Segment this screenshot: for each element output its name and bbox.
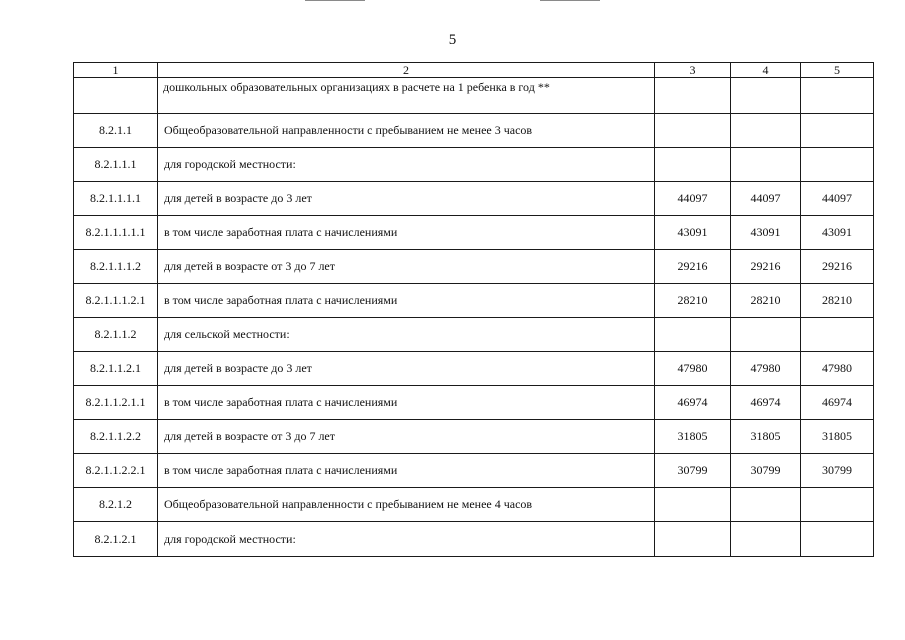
table-cell-value: 30799 (655, 454, 731, 488)
table-cell-value: 43091 (801, 216, 874, 250)
table-row (74, 114, 874, 148)
table-cell-value (801, 318, 874, 352)
table-cell-value: 29216 (655, 250, 731, 284)
table-cell-value: 44097 (801, 182, 874, 216)
table-cell-code: 8.2.1.1.2.1.1 (74, 386, 158, 420)
table-cell-code: 8.2.1.1 (74, 114, 158, 148)
table-cell-code: 8.2.1.1.1 (74, 148, 158, 182)
table-cell-value: 31805 (655, 420, 731, 454)
table-cell-value (731, 114, 801, 148)
table-cell-value: 46974 (801, 386, 874, 420)
table-cell-description: для детей в возрасте от 3 до 7 лет (158, 250, 655, 284)
table-cell-value (655, 78, 731, 114)
table-cell-code: 8.2.1.1.2.1 (74, 352, 158, 386)
table-cell-description: для детей в возрасте до 3 лет (158, 182, 655, 216)
table-cell-description: для детей в возрасте до 3 лет (158, 352, 655, 386)
table-row (74, 216, 874, 250)
table-cell-description: для городской местности: (158, 148, 655, 182)
scan-edge-mark (305, 0, 365, 1)
table-row (74, 488, 874, 522)
table-cell-value (731, 318, 801, 352)
table-cell-value (801, 78, 874, 114)
table-cell-value: 30799 (731, 454, 801, 488)
column-header: 5 (801, 63, 874, 78)
table-cell-code: 8.2.1.1.1.1 (74, 182, 158, 216)
table-row (74, 148, 874, 182)
table-row (74, 284, 874, 318)
table-cell-code: 8.2.1.1.1.2.1 (74, 284, 158, 318)
table-header-row (74, 63, 874, 78)
table-cell-value: 28210 (801, 284, 874, 318)
table-cell-description: для городской местности: (158, 522, 655, 557)
table-cell-description: в том числе заработная плата с начислениями (158, 386, 655, 420)
column-header: 4 (731, 63, 801, 78)
table-cell-value (731, 522, 801, 557)
table-row (74, 182, 874, 216)
table-cell-value: 47980 (801, 352, 874, 386)
table-cell-code: 8.2.1.1.2.2 (74, 420, 158, 454)
column-header: 3 (655, 63, 731, 78)
table-cell-value (655, 148, 731, 182)
table-row (74, 420, 874, 454)
table-cell-description: Общеобразовательной направленности с пребыванием не менее 3 часов (158, 114, 655, 148)
table-cell-value: 31805 (801, 420, 874, 454)
table-row (74, 522, 874, 557)
table-row (74, 318, 874, 352)
table-cell-code: 8.2.1.1.2.2.1 (74, 454, 158, 488)
table-cell-value: 44097 (731, 182, 801, 216)
table-cell-description: в том числе заработная плата с начислениями (158, 454, 655, 488)
scan-edge-mark (540, 0, 600, 1)
table-cell-value: 29216 (731, 250, 801, 284)
table-cell-value: 31805 (731, 420, 801, 454)
table-cell-value (655, 318, 731, 352)
table-cell-code: 8.2.1.2 (74, 488, 158, 522)
table-cell-description: для сельской местности: (158, 318, 655, 352)
table-row (74, 352, 874, 386)
table-cell-description: Общеобразовательной направленности с пребыванием не менее 4 часов (158, 488, 655, 522)
table-cell-value (801, 114, 874, 148)
table-cell-value (731, 488, 801, 522)
table-cell-value (655, 522, 731, 557)
table-cell-value: 47980 (731, 352, 801, 386)
table-cell-value: 43091 (655, 216, 731, 250)
table-cell-value (801, 488, 874, 522)
column-header: 2 (158, 63, 655, 78)
table-cell-code: 8.2.1.1.1.2 (74, 250, 158, 284)
table-cell-value (655, 114, 731, 148)
table-row (74, 386, 874, 420)
table-cell-value: 30799 (801, 454, 874, 488)
table-cell-value: 47980 (655, 352, 731, 386)
table-cell-value (731, 78, 801, 114)
table-cell-value: 46974 (731, 386, 801, 420)
table-cell-value: 43091 (731, 216, 801, 250)
table-cell-value (731, 148, 801, 182)
table-cell-code: 8.2.1.1.2 (74, 318, 158, 352)
table-cell-value: 28210 (655, 284, 731, 318)
table-cell-value (801, 148, 874, 182)
table-row (74, 454, 874, 488)
table-cell-value: 46974 (655, 386, 731, 420)
continuation-text: дошкольных образовательных организациях в расчете на 1 ребенка в год ** (158, 78, 655, 114)
table-cell-description: в том числе заработная плата с начислениями (158, 284, 655, 318)
table-cell-description: в том числе заработная плата с начислениями (158, 216, 655, 250)
table-cell-value (801, 522, 874, 557)
table-cell-code: 8.2.1.1.1.1.1 (74, 216, 158, 250)
table-row (74, 250, 874, 284)
table-cell-value: 28210 (731, 284, 801, 318)
continuation-row (74, 78, 874, 114)
page-number: 5 (448, 32, 457, 48)
table-cell-code (74, 78, 158, 114)
table-cell-value (655, 488, 731, 522)
table-cell-value: 44097 (655, 182, 731, 216)
data-table (73, 62, 874, 557)
column-header: 1 (74, 63, 158, 78)
table-cell-code: 8.2.1.2.1 (74, 522, 158, 557)
table-cell-value: 29216 (801, 250, 874, 284)
table-cell-description: для детей в возрасте от 3 до 7 лет (158, 420, 655, 454)
